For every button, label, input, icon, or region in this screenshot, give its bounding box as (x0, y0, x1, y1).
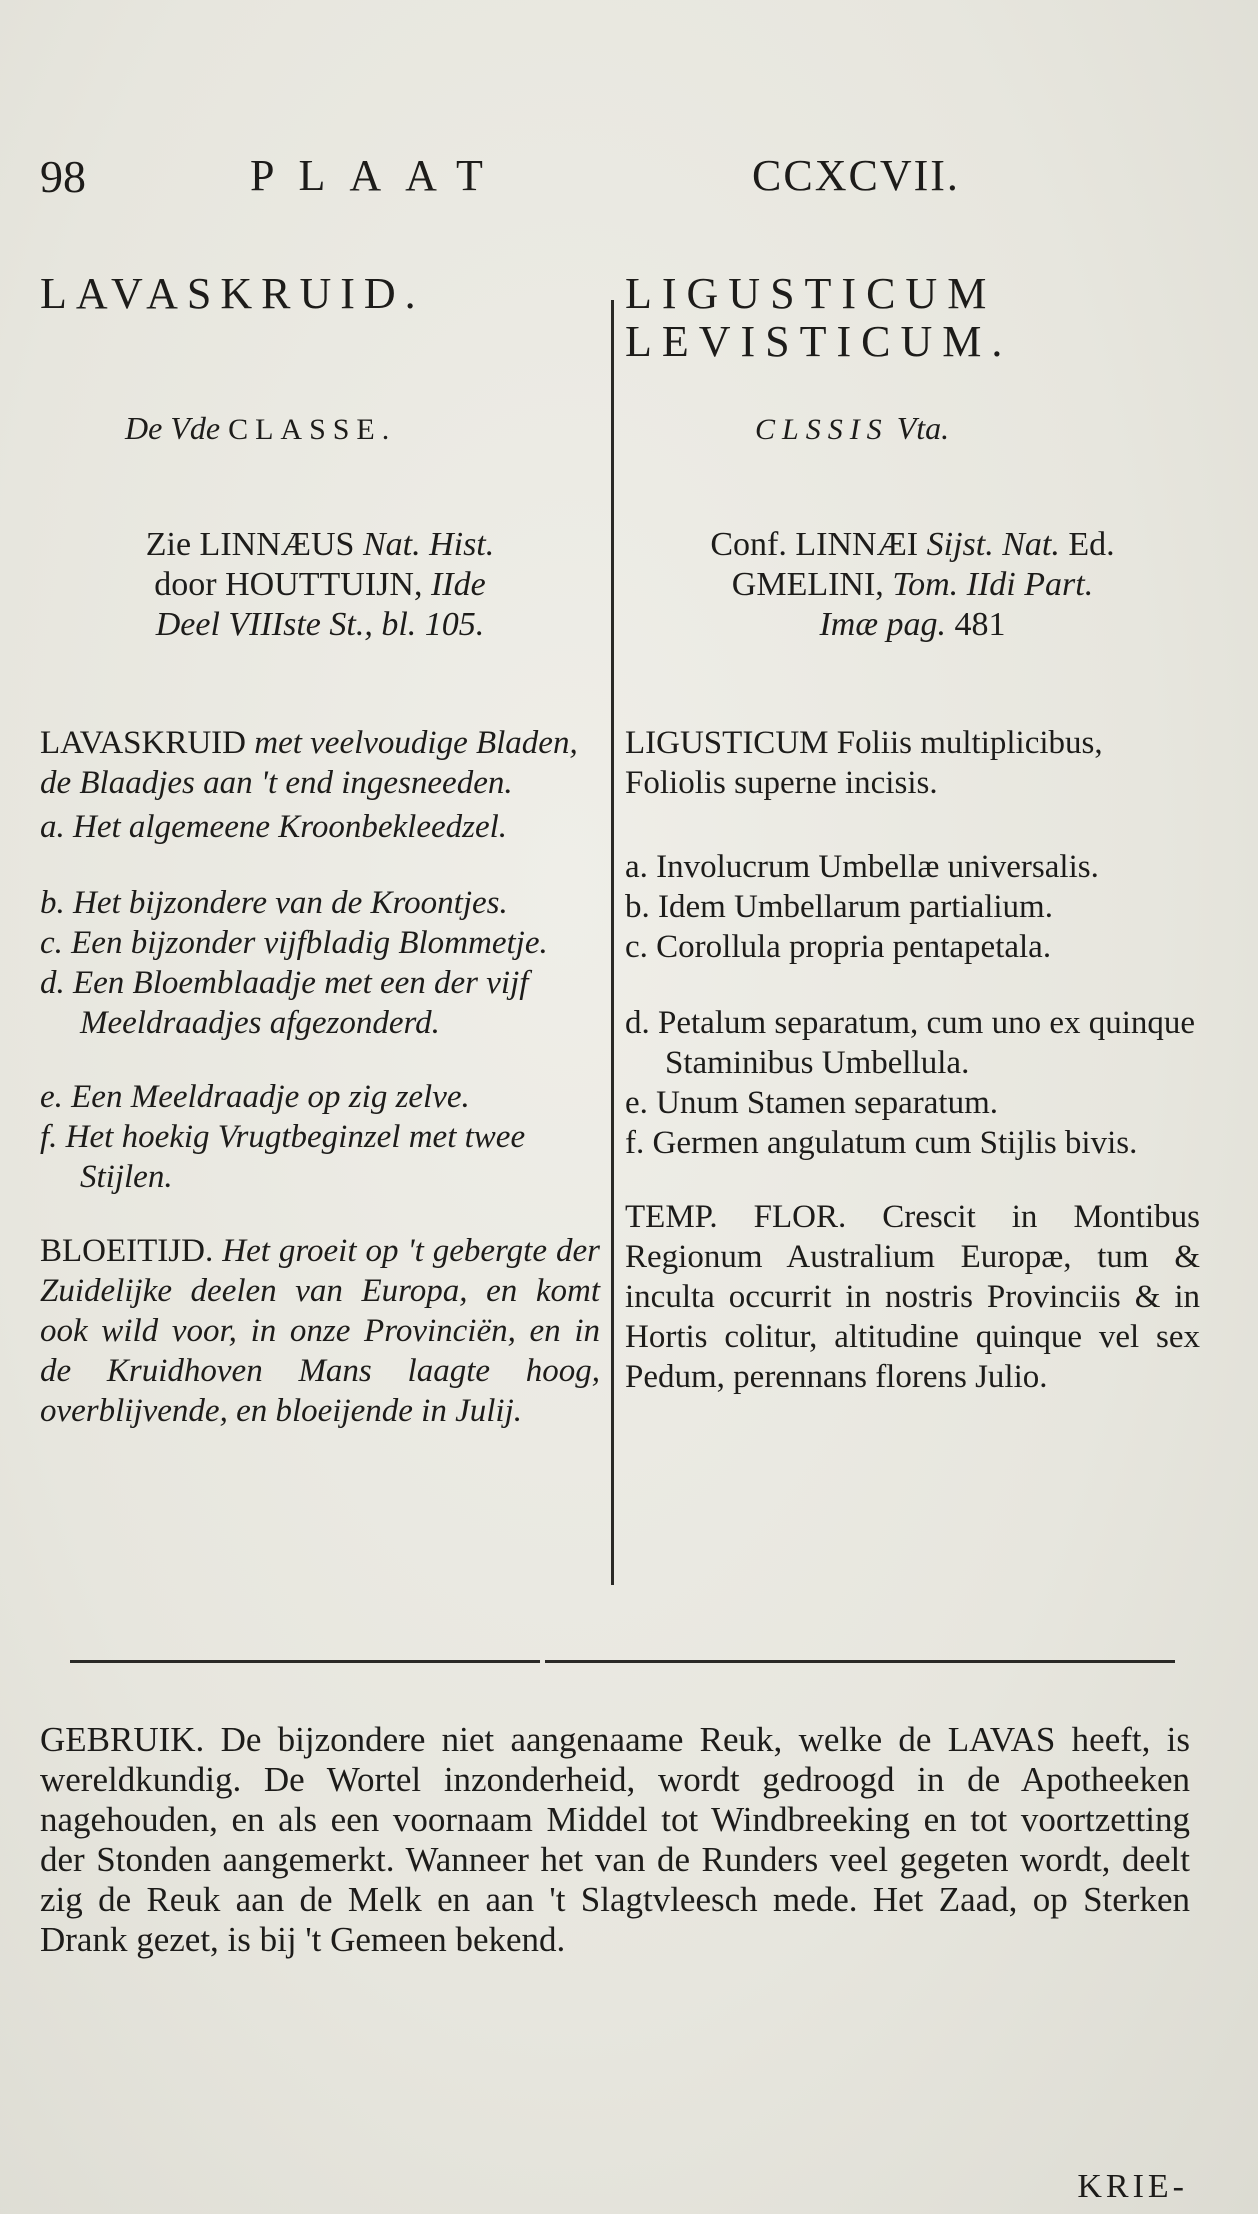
description-text: Foliis multiplicibus, Foliolis superne incisis. (625, 725, 1103, 801)
dutch-column (40, 270, 600, 1431)
dutch-reference (40, 525, 600, 645)
latin-title-line-2: LEVISTICUM. (625, 317, 1013, 366)
description-text: met veelvoudige Bladen, de Blaadjes aan 't end ingesneeden. (40, 725, 578, 801)
latin-column (625, 270, 1200, 1397)
dutch-ref-line-2 (40, 565, 600, 605)
dutch-figure-list (40, 807, 600, 1197)
list-item: e. Een Meeldraadje op zig zelve. (40, 1079, 470, 1115)
dutch-flowering (40, 1231, 600, 1431)
latin-ref-line-1 (625, 525, 1200, 565)
dutch-class-word: CLASSE. (228, 413, 397, 446)
latin-class (625, 410, 1200, 447)
usage-text: De bijzondere niet aangenaame Reuk, welke de (204, 1720, 948, 1759)
ref-text: Conf. (710, 526, 796, 563)
dutch-ref-line-1 (40, 525, 600, 565)
list-item: a. Het algemeene Kroonbekleedzel. (40, 809, 508, 845)
latin-title-line-1: LIGUSTICUM (625, 269, 997, 318)
column-divider (611, 300, 614, 1585)
flowering-text: Het groeit op 't gebergte der Zuidelijke deelen van Europa, en komt ook wild voor, in onze Provinciën, en in de Kruidhoven Mans laagte hoog, overblijvende, en bloeijende in Julij. (40, 1233, 600, 1429)
list-item: f. Het hoekig Vrugtbeginzel met twee Stijlen. (40, 1119, 526, 1195)
latin-flowering (625, 1197, 1200, 1397)
page-number: 98 (40, 151, 86, 202)
latin-description (625, 723, 1200, 803)
list-item: a. Involucrum Umbellæ universalis. (625, 849, 1099, 885)
latin-ref-line-3 (625, 605, 1200, 645)
usage-text: heeft, is wereldkundig. De Wortel inzonderheid, wordt gedroogd in de Apotheeken nagehouden, en als een voornaam Middel tot Windbreeking en tot voortzetting der Stonden aangemerkt. Wanneer het van de Runders veel gegeten wordt, deelt zig de Reuk aan de Melk en aan 't Slagtvleesch mede. Het Zaad, op Sterken Drank gezet, is bij 't Gemeen bekend. (40, 1720, 1190, 1959)
flowering-text: Crescit in Montibus Regionum Australium Europæ, tum & inculta occurrit in nostris Provinciis & in Hortis colitur, altitudine quinque vel sex Pedum, perennans florens Julio. (625, 1199, 1200, 1395)
plate-number: CCXCVII. (752, 151, 960, 200)
catchword: KRIE- (1077, 2168, 1188, 2205)
list-item: e. Unum Stamen separatum. (625, 1085, 998, 1121)
ref-translator: HOUTTUIJN, (225, 566, 423, 603)
plant-name: LAVAS (947, 1720, 1056, 1759)
ref-volume: Tom. IIdi Part. (883, 566, 1094, 603)
flowering-label: TEMP. FLOR. (625, 1199, 847, 1235)
separator-rule-right (545, 1660, 1175, 1663)
ref-text: Zie (145, 526, 200, 563)
ref-page: 481 (946, 606, 1006, 643)
ref-page-label: Imæ pag. (819, 606, 947, 643)
ref-edition: Ed. (1059, 526, 1115, 563)
usage-paragraph (40, 1720, 1190, 1960)
dutch-class-prefix: De Vde (125, 410, 221, 446)
dutch-class (40, 410, 600, 447)
list-item: b. Het bijzondere van de Kroontjes. (40, 885, 508, 921)
running-title: PLAAT (250, 151, 507, 200)
separator-rule-left (70, 1660, 540, 1663)
dutch-ref-line-3: Deel VIIIste St., bl. 105. (155, 606, 485, 643)
flowering-label: BLOEITIJD. (40, 1233, 214, 1269)
page-header (40, 150, 1190, 210)
ref-author: LINNÆI (795, 526, 919, 563)
usage-label: GEBRUIK. (40, 1720, 205, 1759)
dutch-description (40, 723, 600, 803)
dutch-title: LAVASKRUID. (40, 269, 425, 318)
list-item: d. Een Bloemblaadje met een der vijf Meeldraadjes afgezonderd. (40, 965, 529, 1041)
ref-part: IIde (422, 566, 486, 603)
ref-editor: GMELINI, (731, 566, 884, 603)
list-item: f. Germen angulatum cum Stijlis bivis. (625, 1125, 1138, 1161)
list-item: b. Idem Umbellarum partialium. (625, 889, 1053, 925)
ref-author: LINNÆUS (199, 526, 355, 563)
latin-ref-line-2 (625, 565, 1200, 605)
list-item: c. Corollula propria pentapetala. (625, 929, 1052, 965)
ref-work: Nat. Hist. (354, 526, 495, 563)
latin-reference (625, 525, 1200, 645)
ref-text: door (154, 566, 226, 603)
latin-class-word: CLSSIS (755, 413, 889, 446)
ref-work: Sijst. Nat. (918, 526, 1060, 563)
latin-figure-list (625, 847, 1200, 1163)
plant-name: LIGUSTICUM (625, 725, 829, 761)
list-item: c. Een bijzonder vijfbladig Blommetje. (40, 925, 548, 961)
list-item: d. Petalum separatum, cum uno ex quinque Staminibus Umbellula. (625, 1005, 1196, 1081)
plant-name: LAVASKRUID (40, 725, 246, 761)
latin-class-suffix: Vta. (888, 410, 950, 446)
